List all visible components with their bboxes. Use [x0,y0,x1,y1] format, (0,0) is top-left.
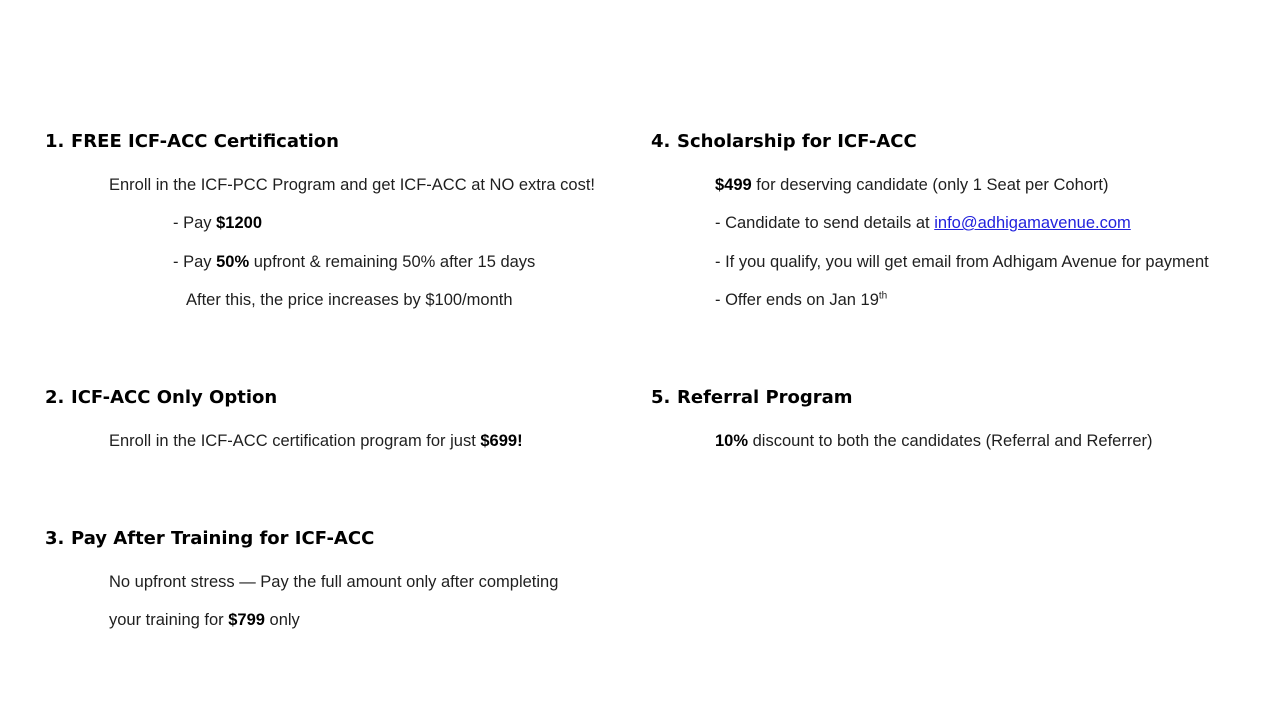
section-1-bullet-2 [173,253,535,272]
section-2-line-1 [109,432,523,451]
section-4-line-1-suffix: for deserving candidate (only 1 Seat per Cohort) [751,176,1109,194]
section-4-number: 4. [651,131,671,152]
section-4-line-1 [715,176,1109,195]
section-1-note: After this, the price increases by $100/month [186,291,513,309]
section-2-title: ICF-ACC Only Option [71,387,278,408]
section-5-line-1 [715,432,1153,451]
section-1-number: 1. [45,131,65,152]
section-1-bullet-1 [173,214,262,233]
section-3-line-2 [109,611,300,630]
section-1-heading [45,131,339,152]
section-4-line-3: - If you qualify, you will get email from Adhigam Avenue for payment [715,253,1209,271]
section-1-title: FREE ICF-ACC Certification [71,131,339,152]
section-3-heading [45,528,374,549]
section-2-text: Enroll in the ICF-ACC certification program for just [109,432,481,450]
section-4-line-2-prefix: - Candidate to send details at [715,214,935,232]
section-2-heading [45,387,277,408]
section-3-line-2-suffix: only [264,611,300,629]
bullet-1-prefix: - Pay [173,214,217,232]
section-4-line-2 [715,214,1131,233]
email-link[interactable]: info@adhigamavenue.com [934,214,1131,232]
section-3-number: 3. [45,528,65,549]
ordinal-suffix: th [878,290,888,302]
section-4-title: Scholarship for ICF-ACC [677,131,917,152]
section-5-amount: 10% [715,432,749,450]
section-3-title: Pay After Training for ICF-ACC [71,528,375,549]
section-4-amount: $499 [715,176,752,194]
section-2-amount: $699! [480,432,523,450]
section-5-line-1-suffix: discount to both the candidates (Referral and Referrer) [748,432,1153,450]
bullet-2-prefix: - Pay [173,253,217,271]
section-3-amount: $799 [228,611,265,629]
bullet-1-amount: $1200 [216,214,262,232]
section-4-line-4-prefix: - Offer ends on Jan 19 [715,291,879,309]
bullet-2-amount: 50% [216,253,250,271]
section-3-line-1: No upfront stress — Pay the full amount only after completing [109,573,559,591]
section-2-number: 2. [45,387,65,408]
section-1-line-1: Enroll in the ICF-PCC Program and get ICF-ACC at NO extra cost! [109,176,595,194]
section-3-line-2-prefix: your training for [109,611,229,629]
section-4-heading [651,131,917,152]
section-5-title: Referral Program [677,387,853,408]
section-4-line-4 [715,291,887,310]
bullet-2-suffix: upfront & remaining 50% after 15 days [249,253,536,271]
section-5-number: 5. [651,387,671,408]
section-5-heading [651,387,853,408]
